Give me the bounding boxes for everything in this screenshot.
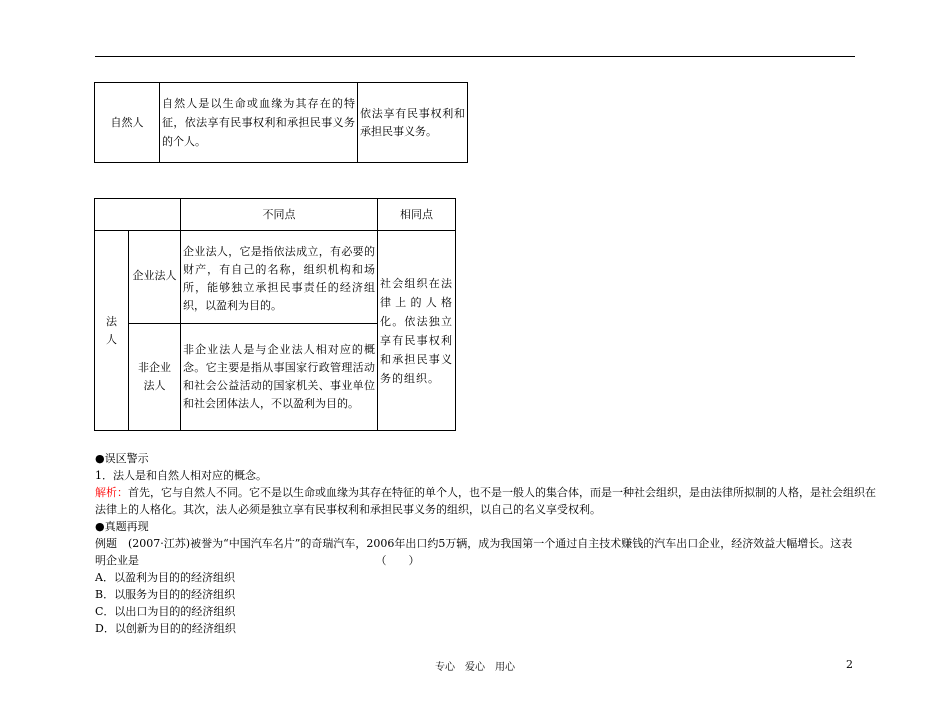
table-header-empty — [95, 199, 181, 231]
section-heading-misconception: ●误区警示 — [95, 452, 149, 465]
natural-person-table — [94, 82, 468, 163]
analysis-line-2: 法律上的人格化。其次，法人必须是独立享有民事权利和承担民事义务的组织，以自己的名义享受权利。 — [95, 503, 601, 516]
analysis-text-1: 首先，它与自然人不同。它不是以生命或血缘为其存在特征的单个人，也不是一般人的集合体，而是一种社会组织，是由法律所拟制的人格，是社会组织在 — [128, 486, 876, 499]
misconception-item: 1．法人是和自然人相对应的概念。 — [95, 469, 267, 482]
legal-person-table — [94, 198, 456, 431]
legal-person-common: 社会组织在法律上的人格化。依法独立享有民事权利和承担民事义务的组织。 — [378, 231, 456, 431]
option-c: C．以出口为目的的经济组织 — [95, 605, 236, 618]
section-heading-real-questions: ●真题再现 — [95, 520, 149, 533]
question-line-1: 例题 (2007·江苏)被誉为“中国汽车名片”的奇瑞汽车，2006年出口约5万辆，成为我国第一个通过自主技术赚钱的汽车出口企业，经济效益大幅增长。这表 — [95, 537, 853, 550]
header-rule — [95, 56, 855, 57]
body-text — [95, 450, 876, 637]
natural-person-common: 依法享有民事权利和承担民事义务。 — [358, 83, 468, 163]
natural-person-definition: 自然人是以生命或血缘为其存在的特征，依法享有民事权利和承担民事义务的个人。 — [160, 83, 358, 163]
table-header-diff: 不同点 — [181, 199, 378, 231]
option-a: A．以盈利为目的的经济组织 — [95, 571, 235, 584]
non-enterprise-legal-person-text: 非企业法人是与企业法人相对应的概念。它主要是指从事国家行政管理活动和社会公益活动的国家机关、事业单位和社会团体法人，不以盈利为目的。 — [181, 324, 378, 431]
table-header-same: 相同点 — [378, 199, 456, 231]
question-line-2: 明企业是 （ ） — [95, 554, 420, 567]
enterprise-legal-person-text: 企业法人，它是指依法成立，有必要的财产，有自己的名称，组织机构和场所，能够独立承担民事责任的经济组织，以盈利为目的。 — [181, 231, 378, 324]
option-d: D．以创新为目的的经济组织 — [95, 622, 236, 635]
non-enterprise-legal-person-label: 非企业法人 — [129, 324, 181, 431]
legal-person-group-label: 法人 — [95, 231, 129, 431]
analysis-label: 解析： — [95, 486, 128, 499]
footer-text: 专心 爱心 用心 — [435, 662, 515, 673]
analysis-line-1 — [95, 484, 876, 501]
enterprise-legal-person-label: 企业法人 — [129, 231, 181, 324]
option-b: B．以服务为目的的经济组织 — [95, 588, 236, 601]
natural-person-label: 自然人 — [95, 83, 160, 163]
page-number: 2 — [846, 658, 853, 671]
